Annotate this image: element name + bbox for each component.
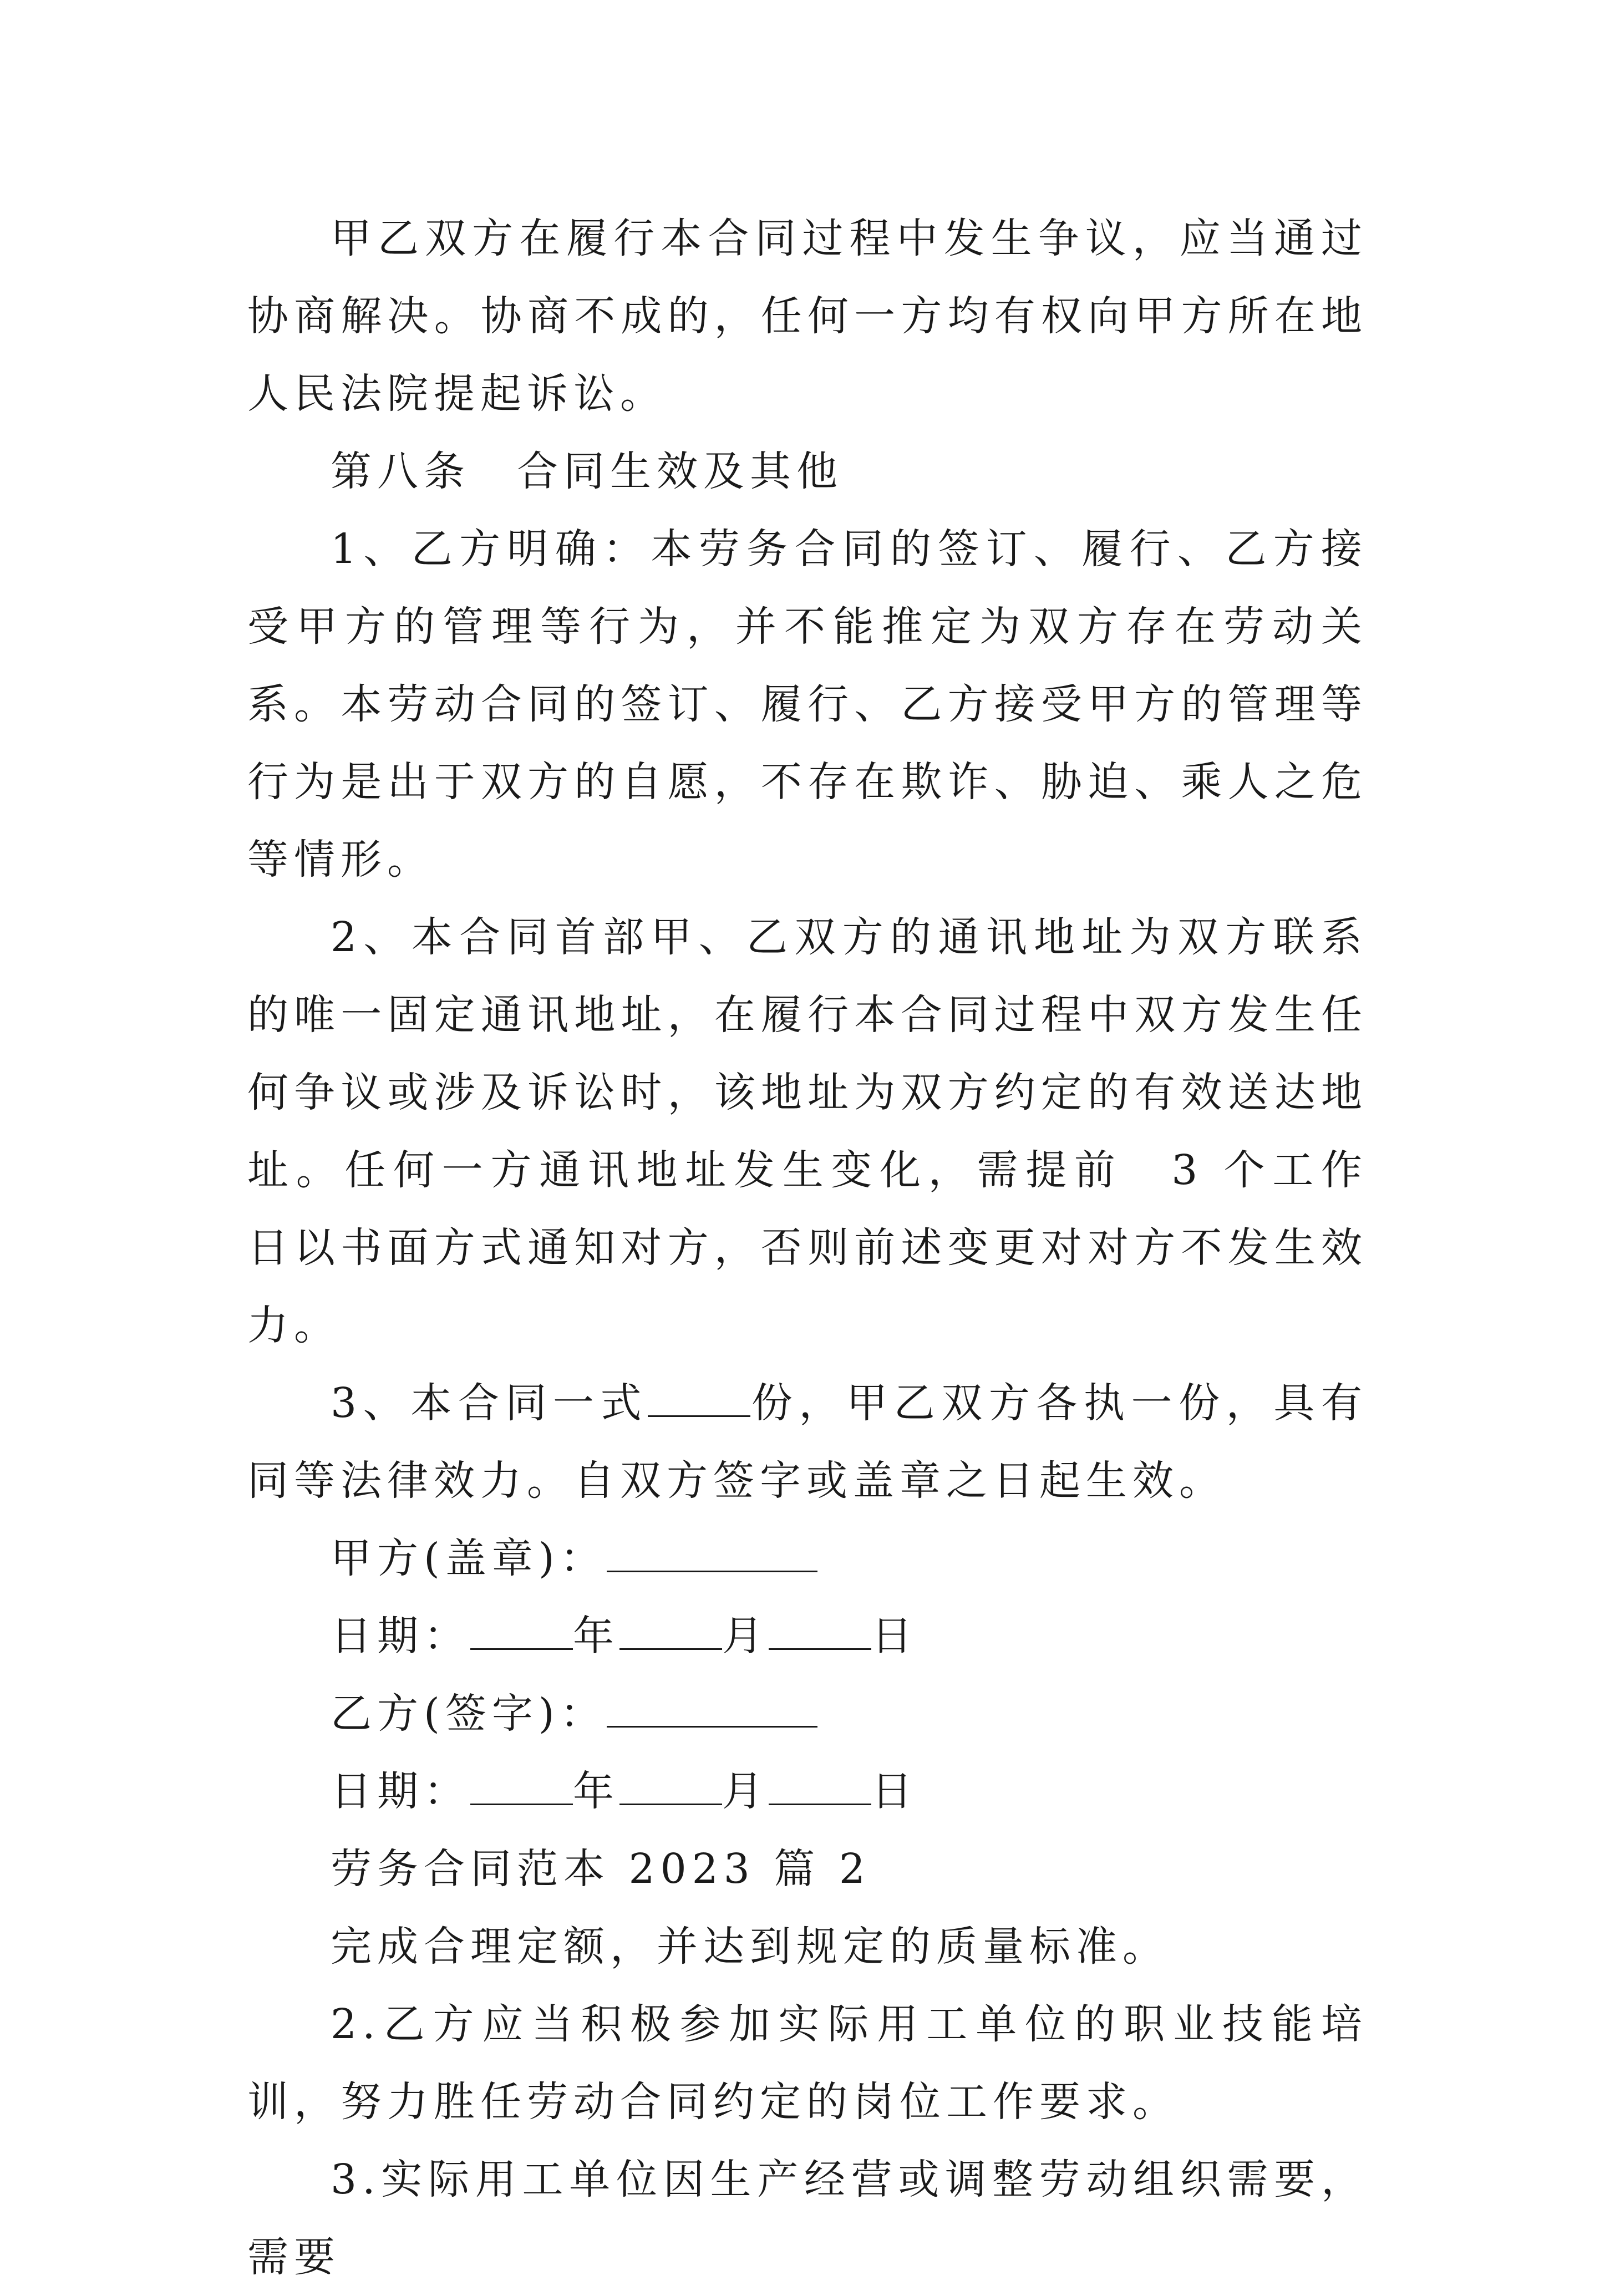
article8-heading: 第八条 合同生效及其他	[331, 448, 843, 495]
date-label: 日期：	[331, 1767, 470, 1815]
day-label: 日	[871, 1612, 918, 1660]
copies-blank	[648, 1382, 750, 1417]
dispute-paragraph: 甲乙双方在履行本合同过程中发生争议，应当通过协商解决。协商不成的，任何一方均有权向甲方所在地人民法院提起诉讼。	[247, 215, 1368, 418]
month-blank	[619, 1615, 722, 1650]
year-blank	[470, 1615, 573, 1650]
party-a-label: 甲方(盖章)：	[331, 1535, 607, 1582]
section2-paragraph-1: 完成合理定额，并达到规定的质量标准。	[331, 1923, 1169, 1970]
party-b-label: 乙方(签字)：	[331, 1690, 607, 1738]
year-blank	[470, 1770, 573, 1805]
party-b-sign-blank	[607, 1693, 817, 1728]
clause2-paragraph: 2、本合同首部甲、乙双方的通讯地址为双方联系的唯一固定通讯地址，在履行本合同过程中双方发生任何争议或涉及诉讼时，该地址为双方约定的有效送达地址。任何一方通讯地址发生变化，需提前 3 个工作日以书面方式通知对方，否则前述变更对对方不发生效力。	[247, 913, 1368, 1349]
day-blank	[769, 1615, 871, 1650]
party-a-seal-blank	[607, 1537, 817, 1572]
clause1-paragraph: 1、乙方明确：本劳务合同的签订、履行、乙方接受甲方的管理等行为，并不能推定为双方存在劳动关系。本劳动合同的签订、履行、乙方接受甲方的管理等行为是出于双方的自愿，不存在欺诈、胁迫、乘人之危等情形。	[247, 525, 1368, 883]
clause3-paragraph	[247, 1364, 1368, 1520]
date-label: 日期：	[331, 1612, 470, 1660]
month-label: 月	[722, 1612, 769, 1660]
party-a-date-line	[247, 1597, 1368, 1675]
document-page	[247, 200, 1368, 2296]
clause3-text-end: 份，甲乙双方各执一份，具有同等法律效力。自双方签字或盖章之日起生效。	[247, 1379, 1368, 1505]
section2-paragraph-3: 3.实际用工单位因生产经营或调整劳动组织需要，需要	[247, 2156, 1368, 2281]
section2-heading: 劳务合同范本 2023 篇 2	[331, 1845, 871, 1893]
month-blank	[619, 1770, 722, 1805]
year-label: 年	[573, 1767, 619, 1815]
party-a-signature-line	[247, 1520, 1368, 1597]
year-label: 年	[573, 1612, 619, 1660]
party-b-date-line	[247, 1753, 1368, 1830]
party-b-signature-line	[247, 1675, 1368, 1753]
clause3-text-start: 3、本合同一式	[331, 1379, 648, 1427]
section2-paragraph-2: 2.乙方应当积极参加实际用工单位的职业技能培训，努力胜任劳动合同约定的岗位工作要求。	[247, 2000, 1368, 2126]
month-label: 月	[722, 1767, 769, 1815]
day-blank	[769, 1770, 871, 1805]
day-label: 日	[871, 1767, 918, 1815]
